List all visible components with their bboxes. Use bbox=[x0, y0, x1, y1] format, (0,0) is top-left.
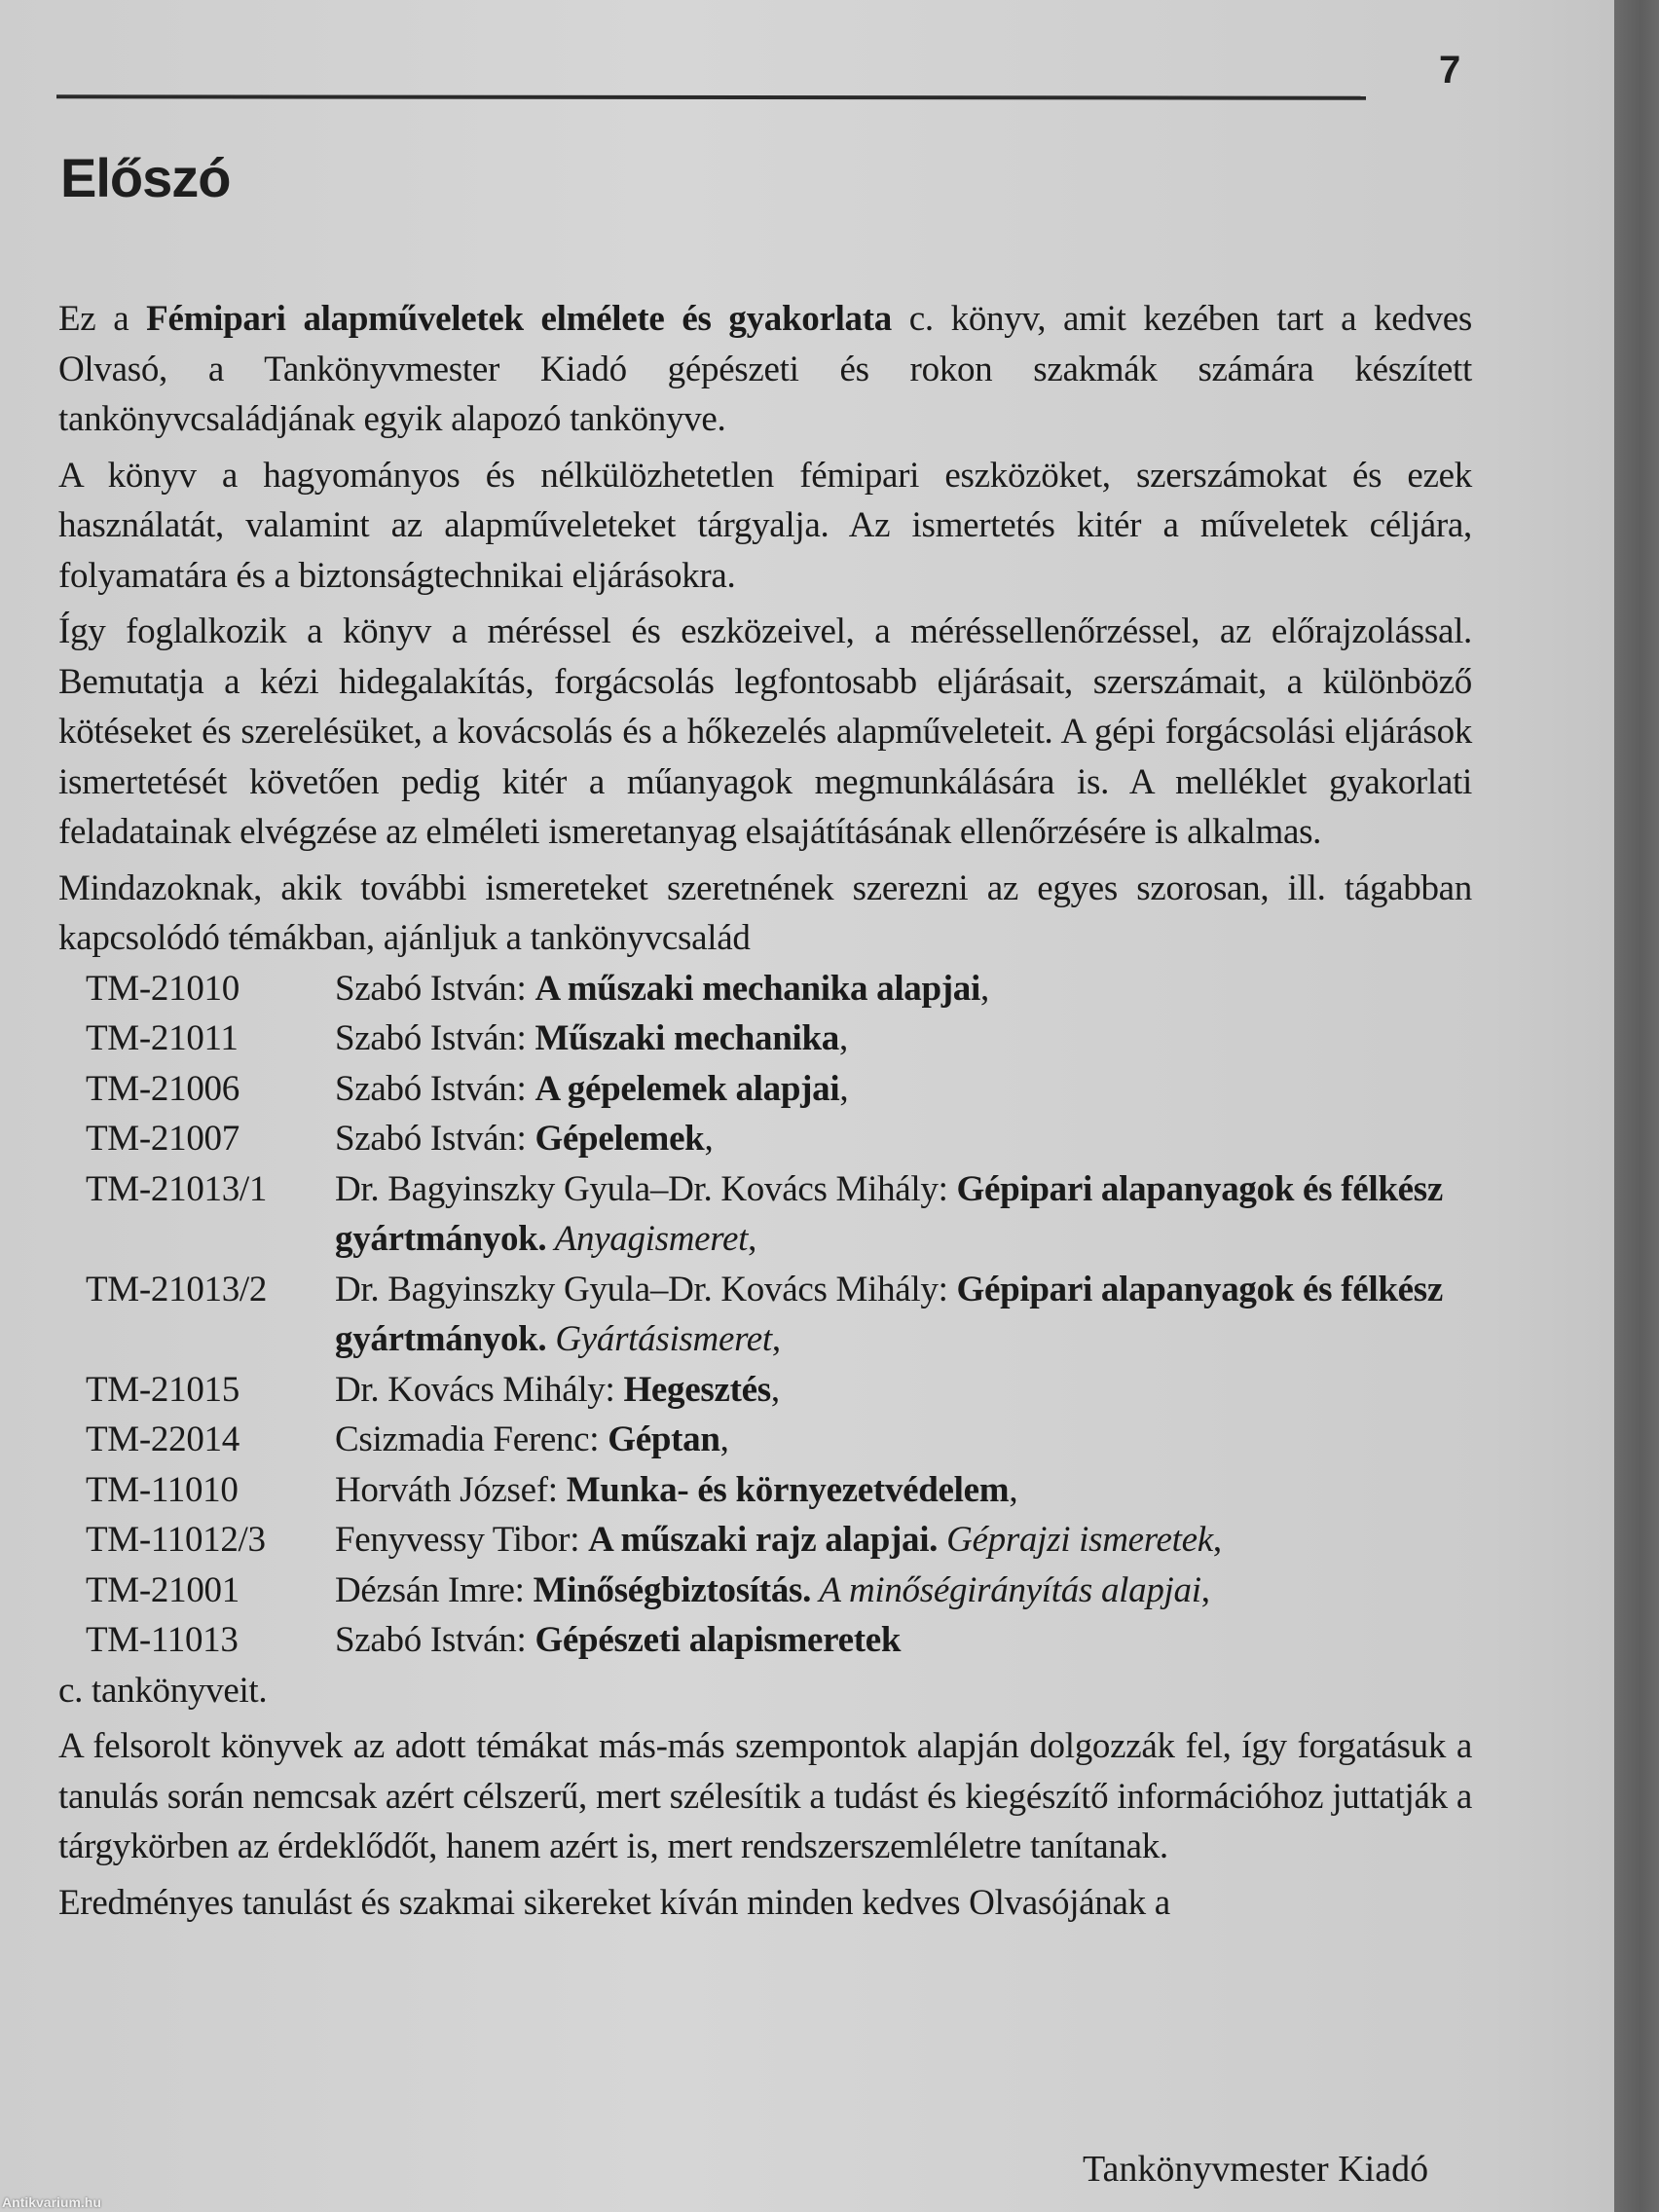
book-list-item: TM-21006 Szabó István: A gépelemek alapjai, bbox=[86, 1064, 1472, 1115]
chapter-title: Előszó bbox=[60, 147, 231, 208]
paragraph-intro: Ez a Fémipari alapműveletek elmélete és gyakorlata c. könyv, amit kezében tart a kedves Olvasó, a Tankönyvmester Kiadó gépészeti és rokon szakmák számára készített tankönyvcsaládjának egyik alapozó tankönyve. bbox=[58, 299, 1473, 439]
book-list-item: TM-11013 Szabó István: Gépészeti alapismeretek bbox=[86, 1615, 1472, 1666]
book-code: TM-21013/2 bbox=[86, 1269, 268, 1309]
book-code: TM-21011 bbox=[86, 1018, 239, 1058]
book-code: TM-11012/3 bbox=[86, 1520, 266, 1560]
paragraph-contents: Így foglalkozik a könyv a méréssel és eszközeivel, a méréssellenőrzéssel, az előrajzolással. Bemutatja a kézi hidegalakítás, forgácsolás legfontosabb eljárásait, szerszámait, a különböző kötéseket és szerelésüket, a kovácsolás és a hőkezelés alapműveleteit. A gépi forgácsolási eljárások ismertetését követően pedig kitér a műanyagok megmunkálására is. A melléklet gyakorlati feladatainak elvégzése az elméleti ismeretanyag elsajátításának ellenőrzésére is alkalmas. bbox=[58, 611, 1472, 852]
book-code: TM-11010 bbox=[86, 1469, 239, 1510]
book-list-item: TM-11010 Horváth József: Munka- és környezetvédelem, bbox=[86, 1465, 1472, 1516]
book-list-item: TM-21013/1 Dr. Bagyinszky Gyula–Dr. Kovács Mihály: Gépipari alapanyagok és félkész gyártmányok. Anyagismeret, bbox=[86, 1164, 1472, 1265]
book-code: TM-22014 bbox=[86, 1419, 240, 1459]
book-list-item: TM-21015 Dr. Kovács Mihály: Hegesztés, bbox=[86, 1365, 1472, 1416]
book-list-item: TM-21011 Szabó István: Műszaki mechanika, bbox=[86, 1014, 1472, 1064]
book-list-item: TM-11012/3 Fenyvessy Tibor: A műszaki rajz alapjai. Géprajzi ismeretek, bbox=[86, 1515, 1472, 1566]
publisher-signature: Tankönyvmester Kiadó bbox=[1083, 2149, 1429, 2190]
book-title-bold: Fémipari alapműveletek elmélete és gyakorlata bbox=[146, 299, 892, 339]
book-code: TM-21013/1 bbox=[86, 1168, 268, 1209]
paragraph-benefits: A felsorolt könyvek az adott témákat más-más szempontok alapján dolgozzák fel, így forgatásuk a tanulás során nemcsak azért célszerű, mert szélesítik a tudást és kiegészítő információhoz juttatják a tárgykörben az érdeklődőt, hanem azért is, mert rendszerszemléletre tanítanak. bbox=[58, 1726, 1472, 1866]
book-list-item: TM-21001 Dézsán Imre: Minőségbiztosítás. A minőségirányítás alapjai, bbox=[86, 1566, 1472, 1616]
header-rule bbox=[56, 94, 1366, 99]
book-code: TM-21006 bbox=[86, 1068, 240, 1109]
book-list-item: TM-21010 Szabó István: A műszaki mechanika alapjai, bbox=[86, 964, 1472, 1014]
body-text bbox=[58, 294, 1472, 1934]
book-code: TM-21010 bbox=[86, 968, 240, 1009]
paragraph-list-end: c. tankönyveit. bbox=[58, 1670, 268, 1711]
book-code: TM-11013 bbox=[86, 1620, 239, 1660]
book-list-item: TM-21007 Szabó István: Gépelemek, bbox=[86, 1114, 1472, 1164]
watermark: Antikvarium.hu bbox=[2, 2194, 101, 2210]
paragraph-closing: Eredményes tanulást és szakmai sikereket kíván minden kedves Olvasójának a bbox=[58, 1882, 1170, 1923]
paragraph-recommendation: Mindazoknak, akik további ismereteket szeretnének szerezni az egyes szorosan, ill. tágabban kapcsolódó témákban, ajánljuk a tankönyvcsalád bbox=[58, 867, 1472, 958]
book-code: TM-21001 bbox=[86, 1569, 240, 1610]
page-number: 7 bbox=[1439, 49, 1461, 92]
book-list-item: TM-22014 Csizmadia Ferenc: Géptan, bbox=[86, 1415, 1472, 1465]
book-code: TM-21015 bbox=[86, 1369, 240, 1410]
paragraph-scope: A könyv a hagyományos és nélkülözhetetlen fémipari eszközöket, szerszámokat és ezek használatát, valamint az alapműveleteket tárgyalja. Az ismertetés kitér a műveletek céljára, folyamatára és a biztonságtechnikai eljárásokra. bbox=[58, 455, 1472, 596]
book-list-item: TM-21013/2 Dr. Bagyinszky Gyula–Dr. Kovács Mihály: Gépipari alapanyagok és félkész gyártmányok. Gyártásismeret, bbox=[86, 1265, 1472, 1365]
book-list bbox=[86, 964, 1472, 1666]
book-code: TM-21007 bbox=[86, 1119, 240, 1159]
book-page-edge bbox=[1614, 0, 1659, 2212]
